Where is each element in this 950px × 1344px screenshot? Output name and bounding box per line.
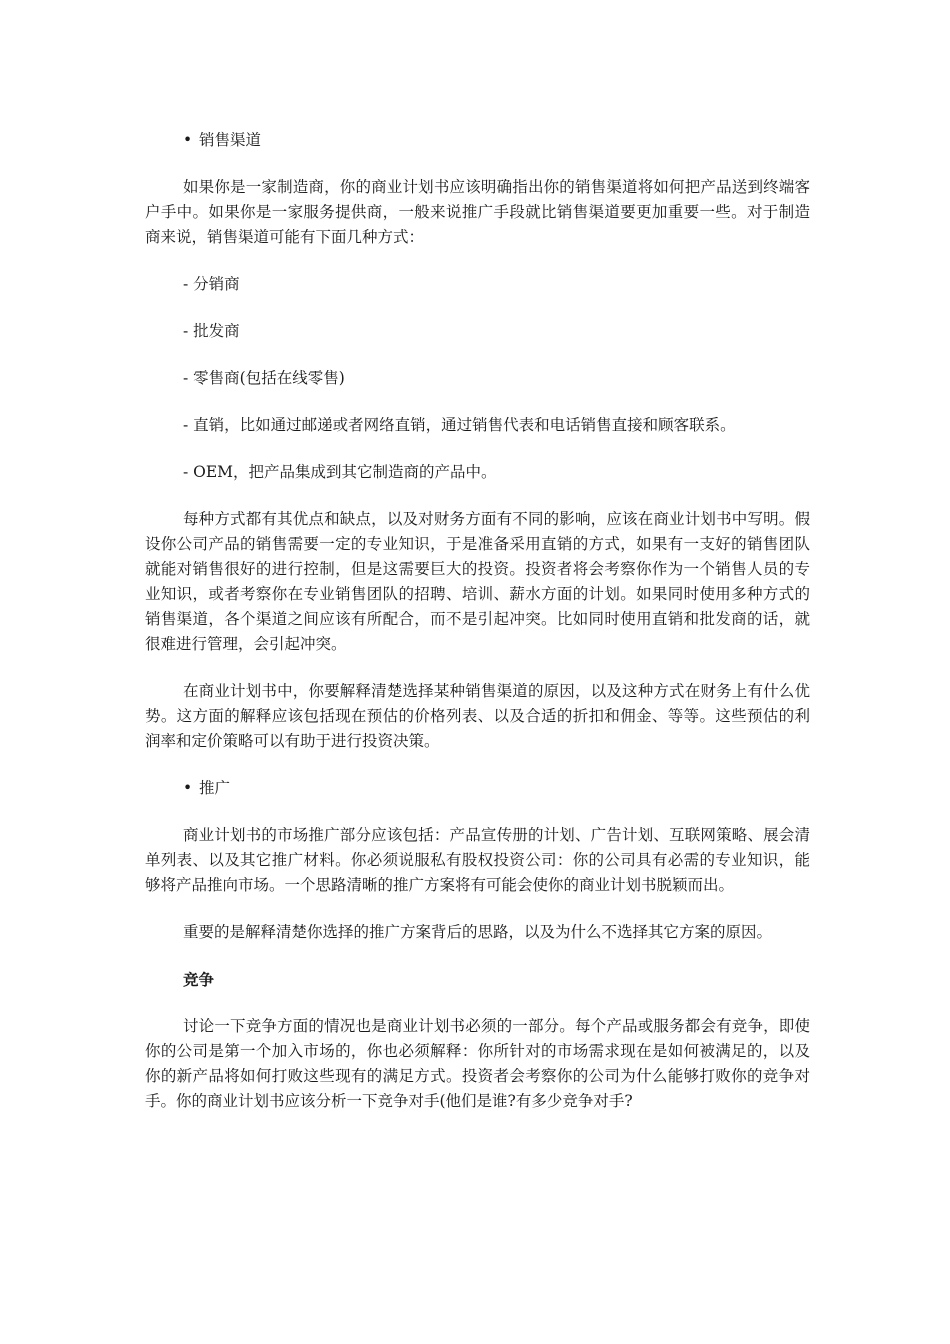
sales-channel-heading — [145, 128, 810, 153]
bullet-icon: • — [183, 131, 193, 149]
list-item-oem: - OEM，把产品集成到其它制造商的产品中。 — [183, 463, 497, 481]
competition-heading: 竞争 — [183, 970, 215, 989]
list-item-distributor: - 分销商 — [183, 275, 240, 293]
document-page — [145, 128, 810, 1114]
list-item-direct-sales: - 直销，比如通过邮递或者网络直销，通过销售代表和电话销售直接和顾客联系。 — [183, 416, 736, 434]
paragraph-sales-channel-intro: 如果你是一家制造商，你的商业计划书应该明确指出你的销售渠道将如何把产品送到终端客户手中。如果你是一家服务提供商，一般来说推广手段就比销售渠道要更加重要一些。对于制造商来说，销售渠道可能有下面几种方式： — [145, 178, 810, 246]
paragraph-competition: 讨论一下竞争方面的情况也是商业计划书必须的一部分。每个产品或服务都会有竞争，即使你的公司是第一个加入市场的，你也必须解释：你所针对的市场需求现在是如何被满足的，以及你的新产品将如何打败这些现有的满足方式。投资者会考察你的公司为什么能够打败你的竞争对手。你的商业计划书应该分析一下竞争对手(他们是谁?有多少竞争对手? — [145, 1017, 810, 1110]
paragraph-pros-cons: 每种方式都有其优点和缺点，以及对财务方面有不同的影响，应该在商业计划书中写明。假设你公司产品的销售需要一定的专业知识，于是准备采用直销的方式，如果有一支好的销售团队就能对销售很好的进行控制，但是这需要巨大的投资。投资者将会考察你作为一个销售人员的专业知识，或者考察你在专业销售团队的招聘、培训、薪水方面的计划。如果同时使用多种方式的销售渠道，各个渠道之间应该有所配合，而不是引起冲突。比如同时使用直销和批发商的话，就很难进行管理，会引起冲突。 — [145, 510, 810, 653]
bullet-icon: • — [183, 779, 193, 797]
promotion-heading — [145, 776, 810, 801]
paragraph-promotion-plan: 商业计划书的市场推广部分应该包括：产品宣传册的计划、广告计划、互联网策略、展会清单列表、以及其它推广材料。你必须说服私有股权投资公司：你的公司具有必需的专业知识，能够将产品推向市场。一个思路清晰的推广方案将有可能会使你的商业计划书脱颖而出。 — [145, 826, 810, 894]
list-item-wholesaler: - 批发商 — [183, 322, 240, 340]
paragraph-promotion-reasoning: 重要的是解释清楚你选择的推广方案背后的思路，以及为什么不选择其它方案的原因。 — [183, 923, 773, 941]
sales-channel-heading-text: 销售渠道 — [199, 131, 262, 149]
promotion-heading-text: 推广 — [199, 779, 231, 797]
paragraph-explain-reasons: 在商业计划书中，你要解释清楚选择某种销售渠道的原因，以及这种方式在财务上有什么优势。这方面的解释应该包括现在预估的价格列表、以及合适的折扣和佣金、等等。这些预估的利润率和定价策略可以有助于进行投资决策。 — [145, 682, 810, 750]
list-item-retailer: - 零售商(包括在线零售) — [183, 369, 345, 387]
